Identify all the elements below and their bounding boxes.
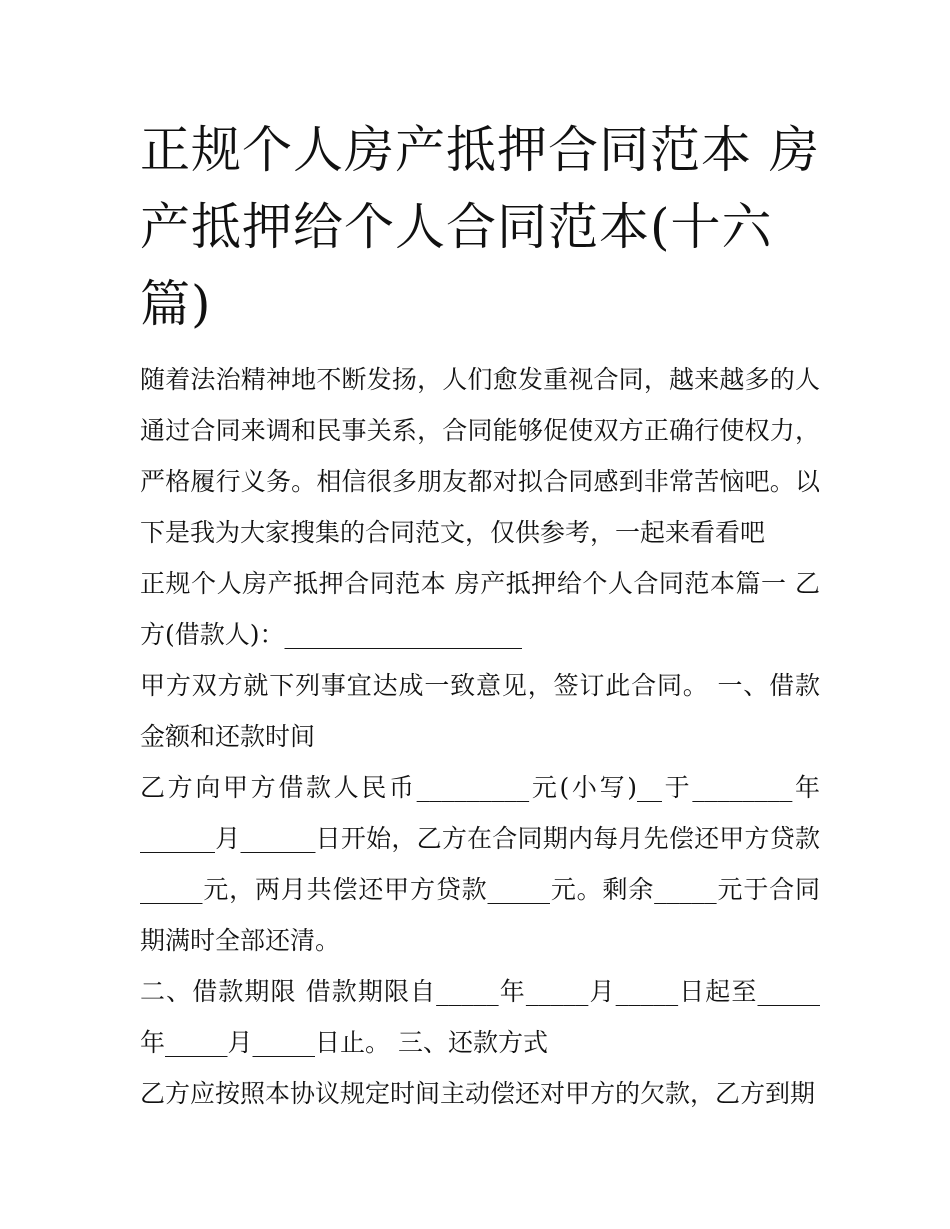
contract-heading-paragraph: 正规个人房产抵押合同范本 房产抵押给个人合同范本篇一 乙方(借款人)：___________________ xyxy=(140,569,820,649)
document-body xyxy=(140,354,820,1119)
agreement-paragraph: 甲方双方就下列事宜达成一致意见，签订此合同。 一、借款金额和还款时间 xyxy=(140,671,820,751)
document-title: 正规个人房产抵押合同范本 房产抵押给个人合同范本(十六篇) xyxy=(140,121,820,333)
intro-paragraph: 随着法治精神地不断发扬，人们愈发重视合同，越来越多的人通过合同来调和民事关系，合同能够促使双方正确行使权力，严格履行义务。相信很多朋友都对拟合同感到非常苦恼吧。以下是我为大家搜集的合同范文，仅供参考，一起来看看吧 xyxy=(140,365,820,547)
repayment-paragraph: 乙方应按照本协议规定时间主动偿还对甲方的欠款，乙方到期 xyxy=(140,1079,816,1108)
loan-term-paragraph: 二、借款期限 借款期限自_____年_____月_____日起至_____年_____月_____日止。 三、还款方式 xyxy=(140,977,820,1057)
loan-amount-paragraph: 乙方向甲方借款人民币_________元(小写)__于________年______月______日开始，乙方在合同期内每月先偿还甲方贷款_____元，两月共偿还甲方贷款_____元。剩余_____元于合同期满时全部还清。 xyxy=(140,773,820,955)
